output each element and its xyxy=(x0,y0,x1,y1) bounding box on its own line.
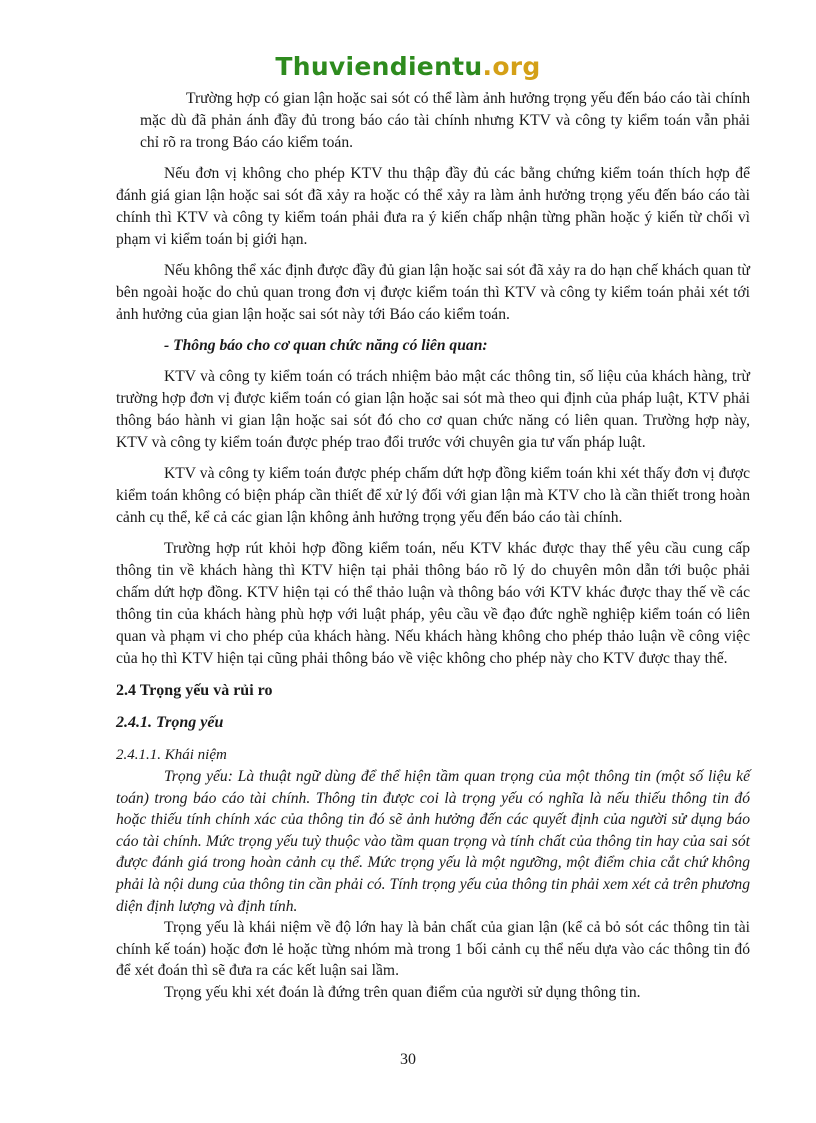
page-number: 30 xyxy=(400,1051,416,1068)
section-heading: 2.4 Trọng yếu và rủi ro xyxy=(116,682,273,699)
paragraph-8: Trọng yếu là khái niệm về độ lớn hay là bản chất của gian lận (kể cả bỏ sót các thông tin tài chính kế toán) hoặc đơn lẻ hoặc từng nhóm mà trong 1 bối cảnh cụ thể nếu dựa vào các thông tin đó để xét đoán thì sẽ đưa ra các kết luận sai lầm. xyxy=(116,919,750,980)
logo-text-domain: .org xyxy=(482,52,541,81)
paragraph-2: Nếu đơn vị không cho phép KTV thu thập đầy đủ các bằng chứng kiểm toán thích hợp để đánh giá gian lận hoặc sai sót đã xảy ra hoặc có thể xảy ra làm ảnh hưởng trọng yếu đến báo cáo tài chính thì KTV và công ty kiểm toán phải đưa ra ý kiến chấp nhận từng phần hoặc ý kiến từ chối vì phạm vi kiểm toán bị giới hạn. xyxy=(116,165,750,248)
paragraph-3: Nếu không thể xác định được đầy đủ gian lận hoặc sai sót đã xảy ra do hạn chế khách quan từ bên ngoài hoặc do chủ quan trong đơn vị được kiểm toán thì KTV và công ty kiểm toán phải xét tới ảnh hưởng của gian lận hoặc sai sót này tới Báo cáo kiểm toán. xyxy=(116,262,750,323)
paragraph-1: Trường hợp có gian lận hoặc sai sót có thể làm ảnh hưởng trọng yếu đến báo cáo tài chính mặc dù đã phản ánh đầy đủ trong báo cáo tài chính nhưng KTV và công ty kiểm toán vẫn phải chỉ rõ ra trong Báo cáo kiểm toán. xyxy=(140,90,750,151)
sub-subsection-heading: 2.4.1.1. Khái niệm xyxy=(116,747,227,763)
page-content xyxy=(116,88,750,1004)
paragraph-9: Trọng yếu khi xét đoán là đứng trên quan điểm của người sử dụng thông tin. xyxy=(164,983,641,1001)
logo-text-main: Thuviendientu xyxy=(275,52,483,81)
paragraph-4: KTV và công ty kiểm toán có trách nhiệm bảo mật các thông tin, số liệu của khách hàng, trừ trường hợp đơn vị được kiểm toán có gian lận hoặc sai sót mà theo qui định của pháp luật, KTV phải thông báo hành vi gian lận hoặc sai sót đó cho cơ quan chức năng có liên quan. Trường hợp này, KTV và công ty kiểm toán được phép trao đổi trước với chuyên gia tư vấn pháp luật. xyxy=(116,368,750,451)
paragraph-5: KTV và công ty kiểm toán được phép chấm dứt hợp đồng kiểm toán khi xét thấy đơn vị được kiểm toán không có biện pháp cần thiết để xử lý đối với gian lận mà KTV cho là cần thiết trong hoàn cảnh cụ thể, kể cả các gian lận không ảnh hưởng trọng yếu đến báo cáo tài chính. xyxy=(116,465,750,526)
paragraph-6: Trường hợp rút khỏi hợp đồng kiểm toán, nếu KTV khác được thay thế yêu cầu cung cấp thông tin về khách hàng thì KTV hiện tại phải thông báo rõ lý do chuyên môn dẫn tới buộc phải chấm dứt hợp đồng. KTV hiện tại có thể thảo luận và thông báo với KTV khác được thay thế về các thông tin của khách hàng phù hợp với luật pháp, yêu cầu về đạo đức nghề nghiệp kiểm toán có liên quan và phạm vi cho phép của khách hàng. Nếu khách hàng không cho phép thảo luận về công việc của họ thì KTV hiện tại cũng phải thông báo về việc không cho phép này cho KTV được thay thế. xyxy=(116,540,750,667)
subheading-notify: - Thông báo cho cơ quan chức năng có liên quan: xyxy=(164,337,488,354)
site-logo xyxy=(0,52,816,81)
definition-paragraph: Trọng yếu: Là thuật ngữ dùng để thể hiện tầm quan trọng của một thông tin (một số liệu kế toán) trong báo cáo tài chính. Thông tin được coi là trọng yếu có nghĩa là nếu thiếu thông tin đó hoặc thiếu tính chính xác của thông tin đó sẽ ảnh hưởng đến các quyết định của người sử dụng báo cáo tài chính. Mức trọng yếu tuỳ thuộc vào tầm quan trọng và tính chất của thông tin hay của sai sót được đánh giá trong hoàn cảnh cụ thể. Mức trọng yếu là một ngưỡng, một điểm chia cắt chứ không phải là nội dung của thông tin cần phải có. Tính trọng yếu của thông tin phải xem xét cả trên phương diện định lượng và định tính. xyxy=(116,768,750,915)
subsection-heading: 2.4.1. Trọng yếu xyxy=(116,714,224,731)
